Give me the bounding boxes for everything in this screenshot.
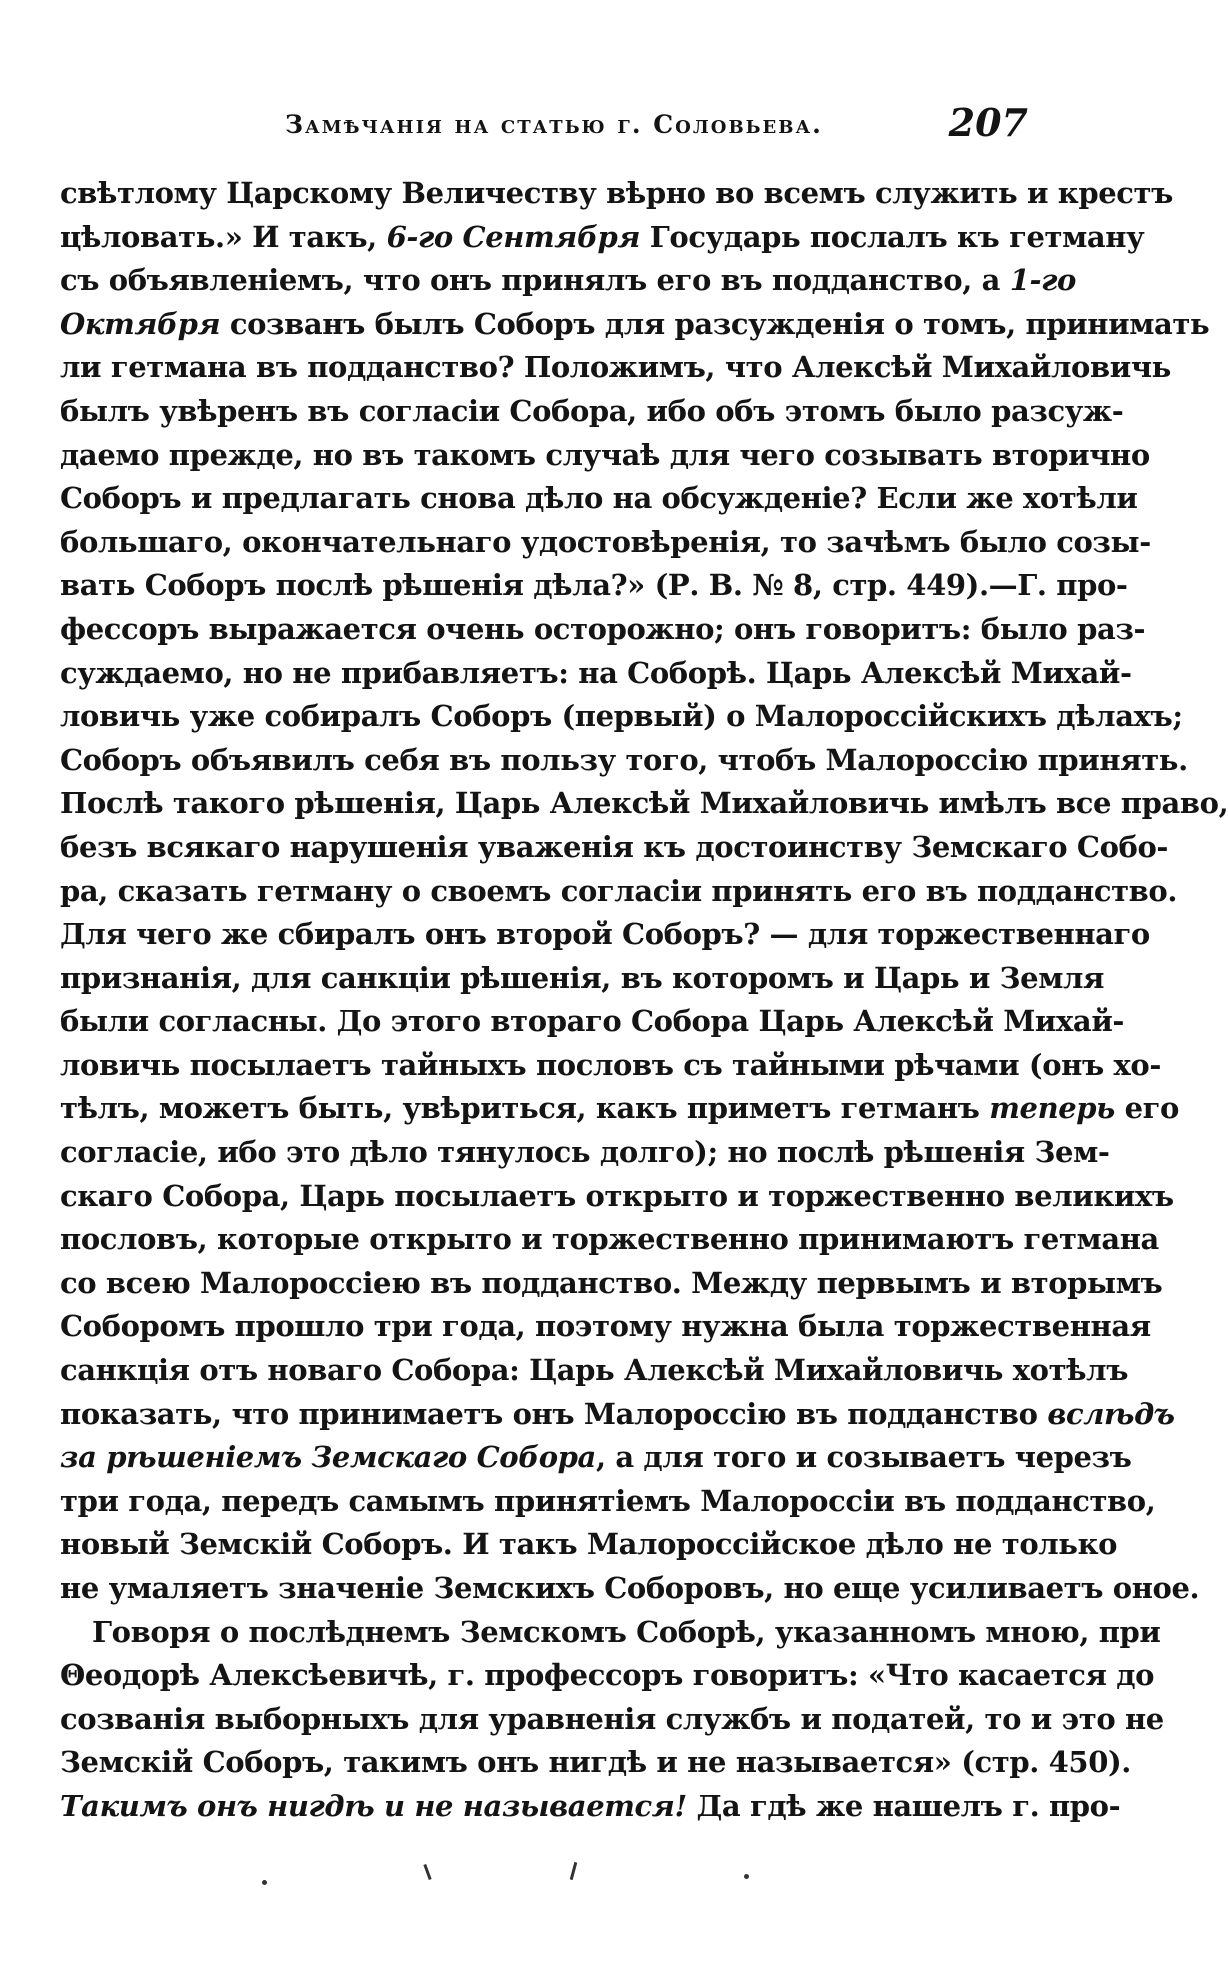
text-line: Говоря о послѣднемъ Земскомъ Соборѣ, указанномъ мною, при xyxy=(92,1614,1161,1649)
text-line: фессоръ выражается очень осторожно; онъ говоритъ: было раз- xyxy=(60,611,1146,646)
running-title: Замѣчанія на статью г. Соловьева. xyxy=(285,110,823,139)
text-line: три года, передъ самымъ принятіемъ Малороссіи въ подданство, xyxy=(60,1483,1156,1518)
text-line: съ объявленіемъ, что онъ принялъ его въ подданство, а 1-го xyxy=(60,263,1076,298)
text-line: свѣтлому Царскому Величеству вѣрно во всемъ служить и крестъ xyxy=(60,176,1173,210)
italic-phrase: Такимъ онъ нигдѣ и не называется! xyxy=(60,1788,687,1823)
text-line: безъ всякаго нарушенія уваженія къ достоинству Земскаго Собо- xyxy=(60,829,1169,864)
italic-phrase: за рѣшеніемъ Земскаго Собора xyxy=(60,1440,596,1475)
print-specks xyxy=(0,1850,1140,1910)
text-line: Такимъ онъ нигдѣ и не называется! Да гдѣ же нашелъ г. про- xyxy=(60,1788,1121,1823)
body-text xyxy=(60,172,1228,1829)
text-line: согласіе, ибо это дѣло тянулось долго); но послѣ рѣшенія Зем- xyxy=(60,1135,1110,1170)
italic-date: 6-го Сентября xyxy=(386,219,641,254)
text-line: со всею Малороссіею въ подданство. Между первымъ и вторымъ xyxy=(60,1265,1163,1300)
text-line: Октября созванъ былъ Соборъ для разсужденія о томъ, принимать xyxy=(60,306,1210,341)
text-line: ловичь посылаетъ тайныхъ пословъ съ тайными рѣчами (онъ хо- xyxy=(60,1047,1161,1082)
speck xyxy=(423,1864,431,1880)
text-line: показать, что принимаетъ онъ Малороссію въ подданство вслѣдъ xyxy=(60,1396,1175,1431)
speck xyxy=(262,1880,267,1885)
text-line: Соборъ объявилъ себя въ пользу того, чтобъ Малороссію принять. xyxy=(60,742,1188,777)
text-line: большаго, окончательнаго удостовѣренія, то зачѣмъ было созы- xyxy=(60,524,1151,559)
text-line: не умаляетъ значеніе Земскихъ Соборовъ, но еще усиливаетъ оное. xyxy=(60,1571,1200,1605)
text-line: цѣловать.» И такъ, 6-го Сентября Государь послалъ къ гетману xyxy=(60,219,1145,254)
text-line: ли гетмана въ подданство? Положимъ, что Алексѣй Михайловичь xyxy=(60,350,1171,385)
italic-word: теперь xyxy=(989,1091,1115,1126)
text-line: новый Земскій Соборъ. И такъ Малороссійское дѣло не только xyxy=(60,1527,1118,1562)
page-number: 207 xyxy=(948,100,1028,145)
text-line: Θеодорѣ Алексѣевичѣ, г. профессоръ говоритъ: «Что касается до xyxy=(60,1658,1155,1693)
text-line: Послѣ такого рѣшенія, Царь Алексѣй Михайловичь имѣлъ все право, xyxy=(60,786,1228,821)
speck xyxy=(744,1874,749,1879)
text-line: пословъ, которые открыто и торжественно принимаютъ гетмана xyxy=(60,1222,1159,1257)
text-line: вать Соборъ послѣ рѣшенія дѣла?» (Р. В. № 8, стр. 449).—Г. про- xyxy=(60,568,1128,603)
text-line: за рѣшеніемъ Земскаго Собора, а для того и созываетъ черезъ xyxy=(60,1440,1132,1475)
text-line: былъ увѣренъ въ согласіи Собора, ибо объ этомъ было разсуж- xyxy=(60,393,1124,428)
text-line: ловичь уже собиралъ Соборъ (первый) о Малороссійскихъ дѣлахъ; xyxy=(60,699,1183,734)
text-line: ра, сказать гетману о своемъ согласіи принять его въ подданство. xyxy=(60,873,1178,908)
text-line: даемо прежде, но въ такомъ случаѣ для чего созывать вторично xyxy=(60,437,1150,472)
text-line: Земскій Соборъ, такимъ онъ нигдѣ и не называется» (стр. 450). xyxy=(60,1745,1131,1780)
italic-word: вслѣдъ xyxy=(1047,1396,1175,1431)
text-line: были согласны. До этого втораго Собора Царь Алексѣй Михай- xyxy=(60,1004,1125,1039)
speck xyxy=(570,1862,578,1880)
text-line: санкція отъ новаго Собора: Царь Алексѣй Михайловичь хотѣлъ xyxy=(60,1353,1129,1388)
text-line: Для чего же сбиралъ онъ второй Соборъ? — для торжественнаго xyxy=(60,917,1150,952)
text-line: скаго Собора, Царь посылаетъ открыто и торжественно великихъ xyxy=(60,1178,1174,1213)
text-line: признанія, для санкціи рѣшенія, въ которомъ и Царь и Земля xyxy=(60,960,1105,995)
italic-date: Октября xyxy=(60,306,221,341)
running-head xyxy=(60,100,1028,152)
text-line: созванія выборныхъ для уравненія службъ и податей, то и это не xyxy=(60,1701,1164,1736)
text-line: тѣлъ, можетъ быть, увѣриться, какъ приметъ гетманъ теперь его xyxy=(60,1091,1179,1126)
text-line: Соборъ и предлагать снова дѣло на обсужденіе? Если же хотѣли xyxy=(60,481,1138,516)
text-line: Соборомъ прошло три года, поэтому нужна была торжественная xyxy=(60,1309,1151,1344)
text-line: суждаемо, но не прибавляетъ: на Соборѣ. Царь Алексѣй Михай- xyxy=(60,655,1132,690)
italic-date: 1-го xyxy=(1009,263,1076,298)
